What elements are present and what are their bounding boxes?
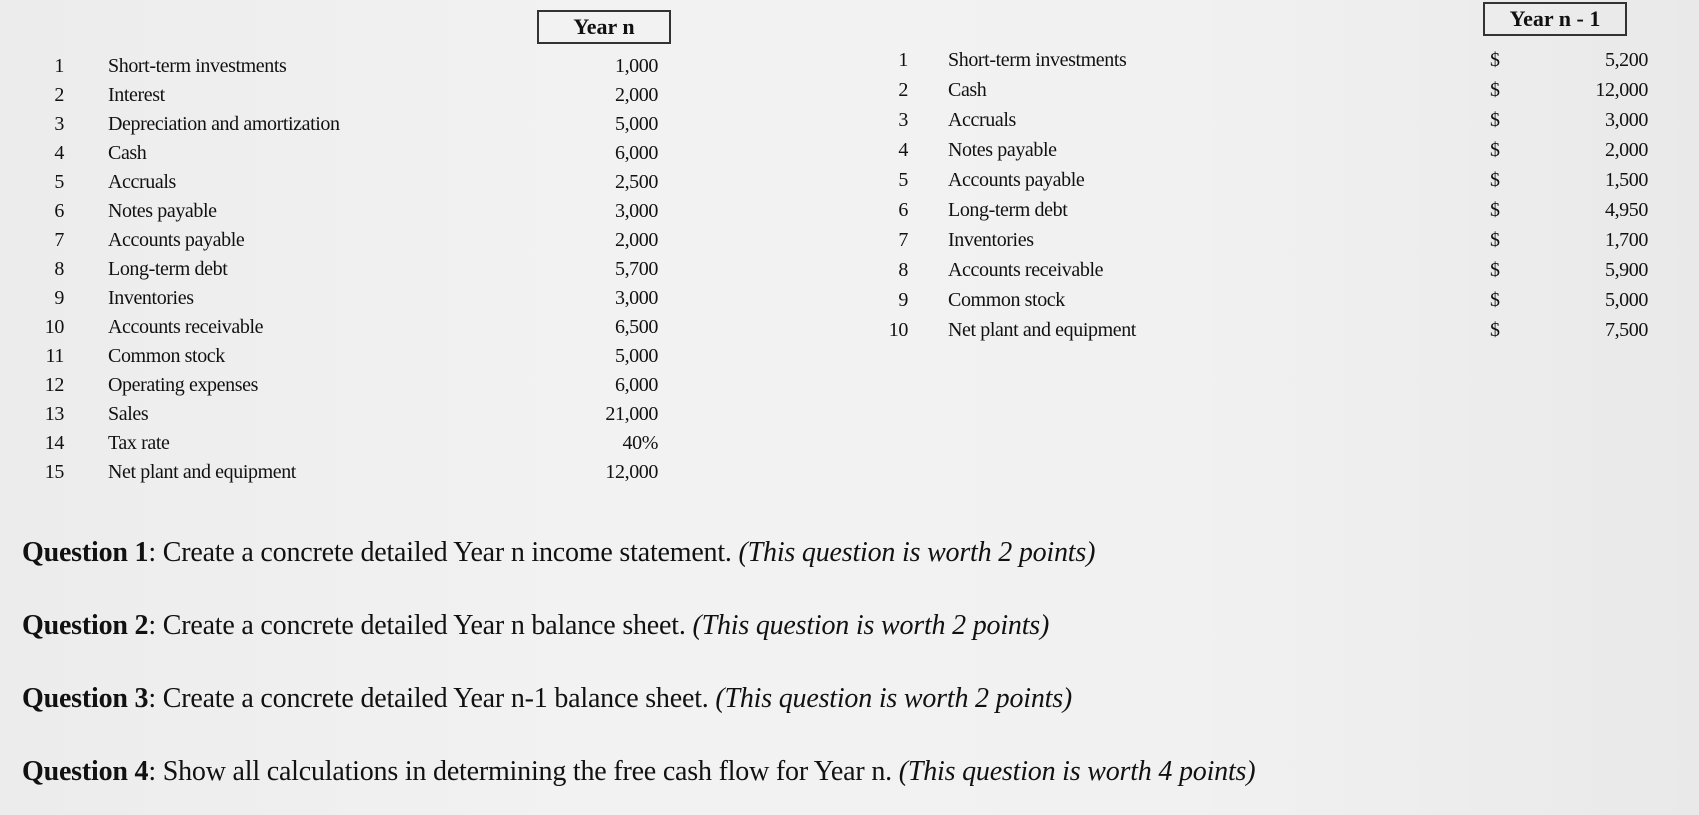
row-value: 5,200: [1604, 49, 1648, 71]
row-value: 5,000: [1604, 289, 1648, 311]
question-points: (This question is worth 2 points): [738, 537, 1096, 568]
row-label: Short-term investments: [948, 49, 1127, 71]
row-number: 3: [54, 113, 64, 135]
row-value: 2,000: [614, 84, 658, 106]
row-label: Common stock: [108, 345, 225, 367]
question-text: : Create a concrete detailed Year n-1 balance sheet.: [148, 683, 716, 714]
row-label: Accruals: [108, 171, 176, 193]
row-value: 5,700: [614, 258, 658, 280]
question-label: Question 1: [22, 537, 149, 568]
row-label: Depreciation and amortization: [108, 113, 340, 135]
row-value: 3,000: [614, 287, 658, 309]
currency-symbol: $: [1490, 259, 1500, 281]
row-number: 12: [44, 374, 64, 396]
row-number: 9: [54, 287, 64, 309]
row-label: Inventories: [948, 229, 1034, 251]
row-label: Notes payable: [948, 139, 1057, 161]
row-value: 21,000: [605, 403, 658, 425]
question-points: (This question is worth 2 points): [692, 610, 1050, 641]
row-number: 1: [54, 55, 64, 77]
row-label: Net plant and equipment: [948, 319, 1136, 341]
year-n-1-table: [840, 46, 1648, 356]
row-number: 10: [44, 316, 64, 338]
row-label: Sales: [108, 403, 149, 425]
row-number: 3: [898, 109, 908, 131]
row-label: Inventories: [108, 287, 194, 309]
row-label: Accounts payable: [108, 229, 245, 251]
row-value: 2,500: [614, 171, 658, 193]
row-value: 5,000: [614, 345, 658, 367]
row-number: 5: [898, 169, 908, 191]
row-number: 10: [888, 319, 908, 341]
row-label: Long-term debt: [948, 199, 1068, 221]
row-number: 7: [898, 229, 908, 251]
row-number: 4: [54, 142, 64, 164]
year-n-1-header: Year n - 1: [1483, 2, 1627, 36]
currency-symbol: $: [1490, 289, 1500, 311]
currency-symbol: $: [1490, 229, 1500, 251]
row-label: Accounts receivable: [108, 316, 264, 338]
row-value: 1,500: [1604, 169, 1648, 191]
row-label: Cash: [108, 142, 147, 164]
row-number: 11: [45, 345, 64, 367]
row-label: Common stock: [948, 289, 1065, 311]
row-value: 40%: [622, 432, 658, 454]
currency-symbol: $: [1490, 319, 1500, 341]
row-value: 12,000: [1595, 79, 1648, 101]
question-points: (This question is worth 4 points): [898, 756, 1256, 787]
row-value: 4,950: [1604, 199, 1648, 221]
row-value: 3,000: [1604, 109, 1648, 131]
row-number: 7: [54, 229, 64, 251]
row-value: 1,000: [614, 55, 658, 77]
row-number: 2: [54, 84, 64, 106]
year-n-table: [0, 52, 700, 502]
row-number: 6: [898, 199, 908, 221]
row-label: Accounts payable: [948, 169, 1085, 191]
row-value: 5,900: [1604, 259, 1648, 281]
question-1: [22, 537, 1095, 569]
row-number: 8: [898, 259, 908, 281]
row-number: 1: [898, 49, 908, 71]
row-label: Accounts receivable: [948, 259, 1104, 281]
row-label: Operating expenses: [108, 374, 258, 396]
row-value: 2,000: [1604, 139, 1648, 161]
question-text: : Create a concrete detailed Year n balance sheet.: [148, 610, 693, 641]
row-number: 13: [44, 403, 64, 425]
row-number: 4: [898, 139, 908, 161]
row-number: 2: [898, 79, 908, 101]
row-value: 2,000: [614, 229, 658, 251]
currency-symbol: $: [1490, 139, 1500, 161]
row-number: 15: [44, 461, 64, 483]
question-text: : Show all calculations in determining the free cash flow for Year n.: [148, 756, 899, 787]
currency-symbol: $: [1490, 169, 1500, 191]
question-label: Question 2: [22, 610, 149, 641]
row-value: 6,000: [614, 142, 658, 164]
question-3: [22, 683, 1072, 715]
row-label: Accruals: [948, 109, 1016, 131]
row-value: 3,000: [614, 200, 658, 222]
row-value: 12,000: [605, 461, 658, 483]
row-number: 9: [898, 289, 908, 311]
row-label: Short-term investments: [108, 55, 287, 77]
currency-symbol: $: [1490, 109, 1500, 131]
currency-symbol: $: [1490, 199, 1500, 221]
row-value: 5,000: [614, 113, 658, 135]
row-value: 1,700: [1604, 229, 1648, 251]
row-number: 5: [54, 171, 64, 193]
row-label: Cash: [948, 79, 987, 101]
row-number: 6: [54, 200, 64, 222]
question-4: [22, 756, 1255, 788]
row-label: Long-term debt: [108, 258, 228, 280]
question-2: [22, 610, 1049, 642]
row-label: Interest: [108, 84, 165, 106]
row-value: 6,000: [614, 374, 658, 396]
question-label: Question 3: [22, 683, 149, 714]
row-number: 14: [44, 432, 64, 454]
question-text: : Create a concrete detailed Year n income statement.: [148, 537, 739, 568]
row-value: 6,500: [614, 316, 658, 338]
row-label: Notes payable: [108, 200, 217, 222]
question-points: (This question is worth 2 points): [715, 683, 1073, 714]
currency-symbol: $: [1490, 79, 1500, 101]
row-value: 7,500: [1604, 319, 1648, 341]
year-n-header: Year n: [537, 10, 671, 44]
row-label: Tax rate: [108, 432, 170, 454]
currency-symbol: $: [1490, 49, 1500, 71]
row-number: 8: [54, 258, 64, 280]
question-label: Question 4: [22, 756, 149, 787]
row-label: Net plant and equipment: [108, 461, 296, 483]
